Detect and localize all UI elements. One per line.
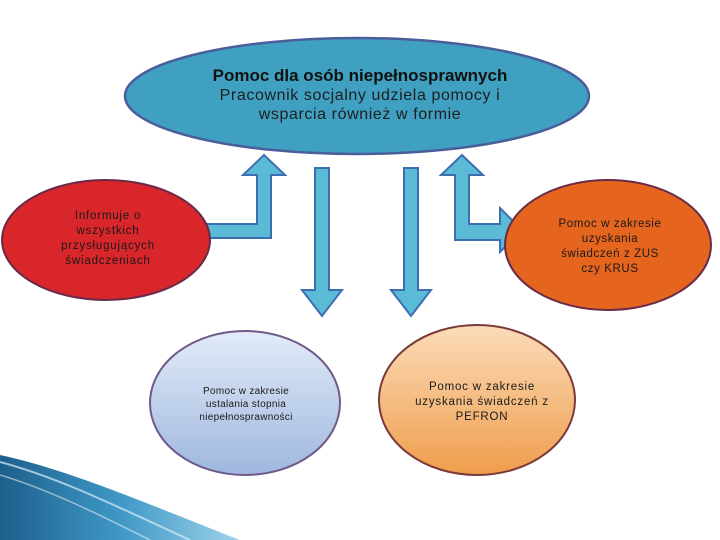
right-node-line: świadczeń z ZUS (561, 248, 659, 260)
center-subtitle-line-1: Pracownik socjalny udziela pomocy i (219, 87, 501, 104)
arrow-up-left (205, 155, 285, 238)
bottom-left-node (150, 331, 340, 475)
left-node-line: Informuje o (74, 210, 142, 222)
bottom-left-node-line: Pomoc w zakresie (203, 385, 289, 397)
right-node-line: Pomoc w zakresie (558, 218, 662, 230)
right-node-line: czy KRUS (581, 263, 639, 275)
arrow-down-right (391, 168, 431, 316)
connector-arrows (205, 155, 522, 316)
bottom-right-node-line: Pomoc w zakresie (428, 380, 536, 393)
bottom-right-node-line: PEFRON (455, 410, 509, 423)
right-node (505, 180, 711, 310)
left-node-line: przysługujących (61, 240, 155, 252)
arrow-down-left (302, 168, 342, 316)
right-node-line: uzyskania (581, 233, 639, 245)
center-title: Pomoc dla osób niepełnosprawnych (212, 66, 508, 85)
center-subtitle-line-2: wsparcia również w formie (258, 106, 462, 123)
left-node-line: wszystkich (76, 225, 140, 237)
bottom-left-node-line: ustalania stopnia (205, 398, 287, 410)
bottom-right-node-line: uzyskania świadczeń z (415, 395, 549, 408)
center-node (125, 38, 589, 154)
bottom-right-node (379, 325, 575, 475)
left-node (2, 180, 210, 300)
left-node-line: świadczeniach (65, 255, 151, 267)
bottom-left-node-line: niepełnosprawności (199, 411, 293, 423)
